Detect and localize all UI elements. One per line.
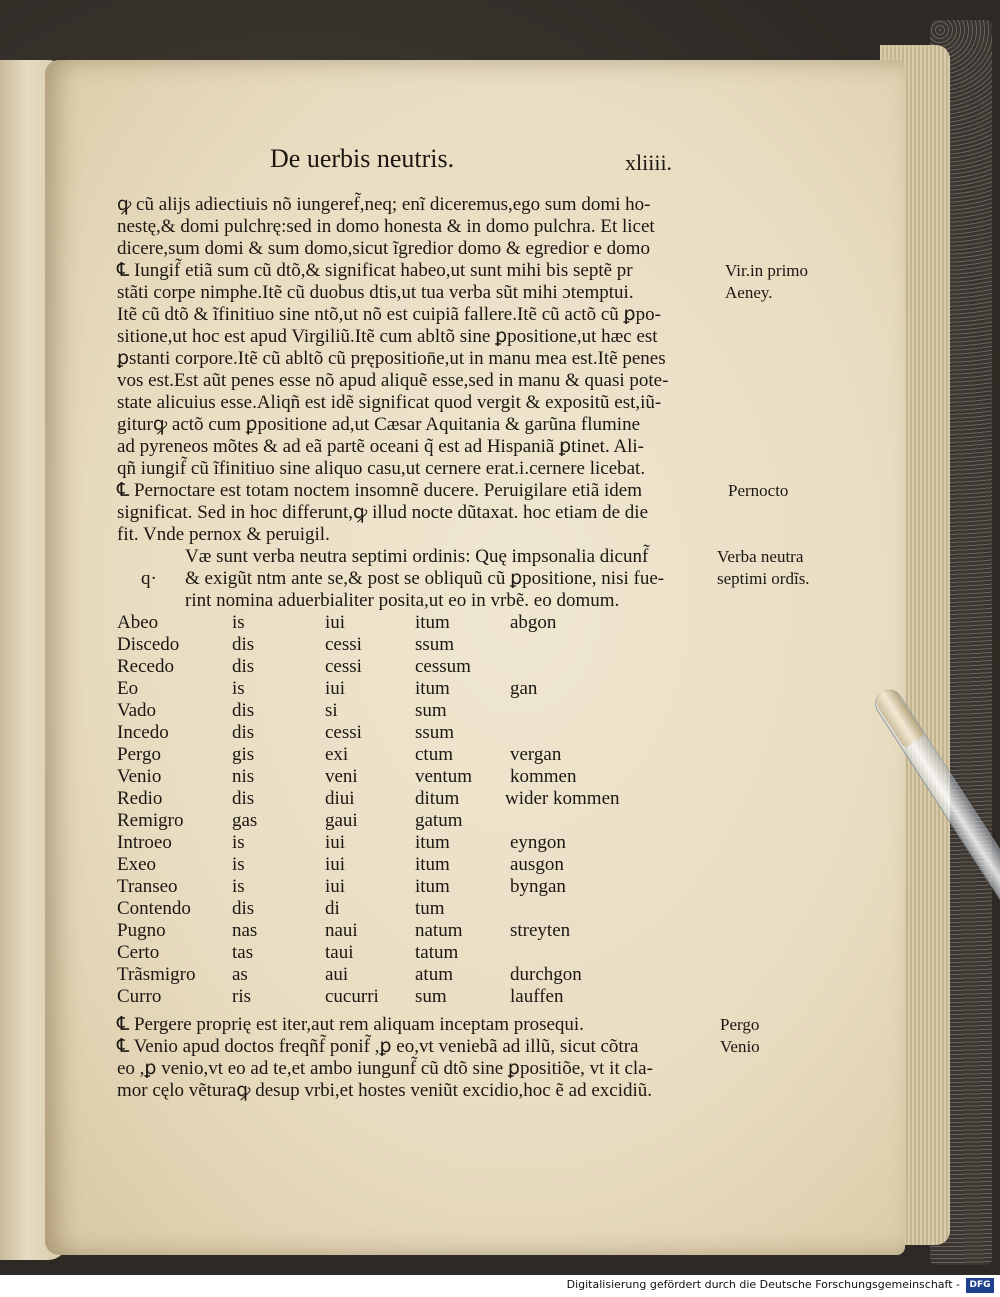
verb-lemma: Remigro [117, 810, 184, 831]
verb-form: is [232, 876, 245, 897]
verb-lemma: Redio [117, 788, 163, 809]
verb-supine: tum [415, 898, 445, 919]
verb-perfect: naui [325, 920, 358, 941]
verb-supine: itum [415, 832, 450, 853]
verb-supine: ventum [415, 766, 472, 787]
verb-perfect: diui [325, 788, 355, 809]
verb-gloss: ausgon [510, 854, 564, 875]
verb-perfect: iui [325, 832, 346, 853]
section-line: Væ sunt verba neutra septimi ordinis: Quę impsonalia dicunf̃ [185, 546, 649, 567]
verb-gloss: kommen [510, 766, 577, 787]
verb-supine: ctum [415, 744, 453, 765]
verb-perfect: exi [325, 744, 349, 765]
verb-lemma: Transeo [117, 876, 178, 897]
verb-form: dis [232, 656, 255, 677]
body-line: stãti corpe nimphe.Itẽ cũ duobus dtis,ut tua verba sũt mihi ɔtemptui. [117, 282, 634, 303]
verb-supine: ditum [415, 788, 460, 809]
verb-supine: itum [415, 854, 450, 875]
body-line: fit. Vnde pernox & peruigil. [117, 524, 330, 545]
funding-credit: Digitalisierung gefördert durch die Deutsche Forschungsgemeinschaft - [566, 1278, 960, 1291]
closing-line: ℄ Venio apud doctos freqñf̃ ponif̃ ,ꝑ eo,vt veniebã ad illũ, sicut cõtra [117, 1036, 639, 1057]
verb-form: tas [232, 942, 254, 963]
marginal-note: Venio [720, 1037, 760, 1056]
verb-lemma: Trãsmigro [117, 964, 196, 985]
verb-perfect: si [325, 700, 338, 721]
verb-gloss: byngan [510, 876, 566, 897]
verb-perfect: cessi [325, 634, 362, 655]
verb-lemma: Curro [117, 986, 162, 1007]
verb-supine: itum [415, 612, 450, 633]
marginal-note: Aeney. [725, 283, 773, 302]
verb-supine: natum [415, 920, 463, 941]
body-line: state alicuius esse.Aliqñ est idẽ significat quod vergit & expositũ est,iũ- [117, 392, 662, 413]
verb-form: as [232, 964, 248, 985]
verb-perfect: cucurri [325, 986, 379, 1007]
marginal-note: Vir.in primo [725, 261, 809, 280]
verb-perfect: aui [325, 964, 349, 985]
marginal-note: Verba neutra [717, 547, 804, 566]
verb-gloss: abgon [510, 612, 557, 633]
verb-perfect: iui [325, 612, 346, 633]
verb-form: is [232, 832, 245, 853]
verb-supine: itum [415, 678, 450, 699]
verb-supine: ssum [415, 634, 455, 655]
verb-perfect: gaui [325, 810, 358, 831]
verb-supine: sum [415, 986, 447, 1007]
verb-lemma: Vado [117, 700, 157, 721]
verb-form: dis [232, 898, 255, 919]
verb-gloss: vergan [510, 744, 562, 765]
page-number: xliiii. [625, 150, 673, 175]
verb-lemma: Venio [117, 766, 162, 787]
verb-lemma: Recedo [117, 656, 174, 677]
verb-supine: tatum [415, 942, 459, 963]
verb-supine: ssum [415, 722, 455, 743]
verb-gloss: streyten [510, 920, 571, 941]
body-line: vos est.Est aũt penes esse nõ apud aliquẽ esse,sed in manu & quasi pote- [117, 370, 669, 391]
verb-supine: cessum [415, 656, 471, 677]
verb-supine: itum [415, 876, 450, 897]
verb-perfect: veni [325, 766, 358, 787]
section-initial: q· [141, 568, 157, 589]
verb-lemma: Incedo [117, 722, 169, 743]
verb-lemma: Abeo [117, 612, 159, 633]
verb-form: is [232, 854, 245, 875]
dfg-logo: DFG [966, 1278, 994, 1293]
verb-form: dis [232, 634, 255, 655]
verb-supine: atum [415, 964, 453, 985]
verb-lemma: Exeo [117, 854, 157, 875]
verb-supine: sum [415, 700, 447, 721]
verb-perfect: cessi [325, 722, 362, 743]
closing-line: ℄ Pergere proprię est iter,aut rem aliquam inceptam prosequi. [117, 1014, 584, 1035]
body-line: dicere,sum domi & sum domo,sicut ĩgredior domo & egredior e domo [117, 238, 650, 259]
verb-form: gis [232, 744, 255, 765]
verb-form: ris [232, 986, 251, 1007]
section-line: rint nomina aduerbialiter posita,ut eo in vrbẽ. eo domum. [185, 590, 620, 611]
section-line: & exigũt ntm ante se,& post se obliquũ cũ ꝑpositione, nisi fue- [185, 568, 665, 589]
verb-perfect: cessi [325, 656, 362, 677]
body-line: giturꝙ actõ cum ꝑpositione ad,ut Cæsar Aquitania & garũna flumine [117, 414, 641, 435]
body-line: ꝙ cũ alijs adiectiuis nõ iungeref̃,neq; enĩ diceremus,ego sum domi ho- [117, 194, 651, 215]
body-line: Itẽ cũ dtõ & ĩfinitiuo sine ntõ,ut nõ est cuipiã fallere.Itẽ cũ actõ cũ ꝑpo- [117, 304, 661, 325]
marginal-note: Pergo [720, 1015, 760, 1034]
verb-lemma: Pugno [117, 920, 166, 941]
verb-perfect: iui [325, 854, 346, 875]
verb-gloss: eyngon [510, 832, 566, 853]
verb-gloss: wider kommen [505, 788, 620, 809]
body-line: nestę,& domi pulchrę:sed in domo honesta & in domo pulchra. Et licet [117, 216, 655, 237]
marginal-note: Pernocto [728, 481, 789, 500]
marginal-note: septimi ordĩs. [717, 569, 810, 588]
closing-line: eo ,ꝑ venio,vt eo ad te,et ambo iungunf̃ cũ dtõ sine ꝑpositiõe, vt it cla- [117, 1058, 653, 1079]
footer-bar [0, 1275, 1000, 1297]
verb-form: dis [232, 722, 255, 743]
book-page [45, 60, 905, 1255]
verb-supine: gatum [415, 810, 463, 831]
verb-gloss: lauffen [510, 986, 564, 1007]
verb-form: dis [232, 700, 255, 721]
page-header-title: De uerbis neutris. [270, 144, 455, 173]
verb-lemma: Discedo [117, 634, 180, 655]
verb-lemma: Pergo [117, 744, 161, 765]
verb-lemma: Introeo [117, 832, 172, 853]
verb-perfect: taui [325, 942, 354, 963]
body-line: ℄ Iungif̃ etiã sum cũ dtõ,& significat habeo,ut sunt mihi bis septẽ pr [117, 260, 633, 281]
body-line: qñ iungif̃ cũ ĩfinitiuo sine aliquo casu,ut cernere erat.i.cernere licebat. [117, 458, 646, 479]
verb-perfect: iui [325, 678, 346, 699]
verb-form: gas [232, 810, 258, 831]
body-line: ℄ Pernoctare est totam noctem insomnẽ ducere. Peruigilare etiã idem [117, 480, 643, 501]
verb-form: is [232, 678, 245, 699]
closing-line: mor cęlo vẽturaꝙ desup vrbi,et hostes veniũt excidio,hoc ẽ ad excidiũ. [117, 1080, 653, 1101]
body-line: sitione,ut hoc est apud Virgiliũ.Itẽ cum abltõ sine ꝑpositione,ut hæc est [117, 326, 658, 347]
verb-form: nas [232, 920, 258, 941]
verb-lemma: Certo [117, 942, 160, 963]
verb-form: is [232, 612, 245, 633]
verb-form: nis [232, 766, 255, 787]
verb-gloss: gan [510, 678, 538, 699]
body-line: ad pyreneos mõtes & ad eã partẽ oceani q̃ est ad Hispaniã ꝑtinet. Ali- [117, 436, 644, 457]
verb-lemma: Contendo [117, 898, 191, 919]
verb-form: dis [232, 788, 255, 809]
body-line: ꝑstanti corpore.Itẽ cũ abltõ cũ pręposition̄e,ut in manu mea est.Itẽ penes [117, 348, 666, 369]
verb-perfect: di [325, 898, 340, 919]
body-line: significat. Sed in hoc differunt,ꝙ illud nocte dũtaxat. hoc etiam de die [117, 502, 648, 523]
verb-lemma: Eo [117, 678, 139, 699]
verb-gloss: durchgon [510, 964, 582, 985]
verb-perfect: iui [325, 876, 346, 897]
